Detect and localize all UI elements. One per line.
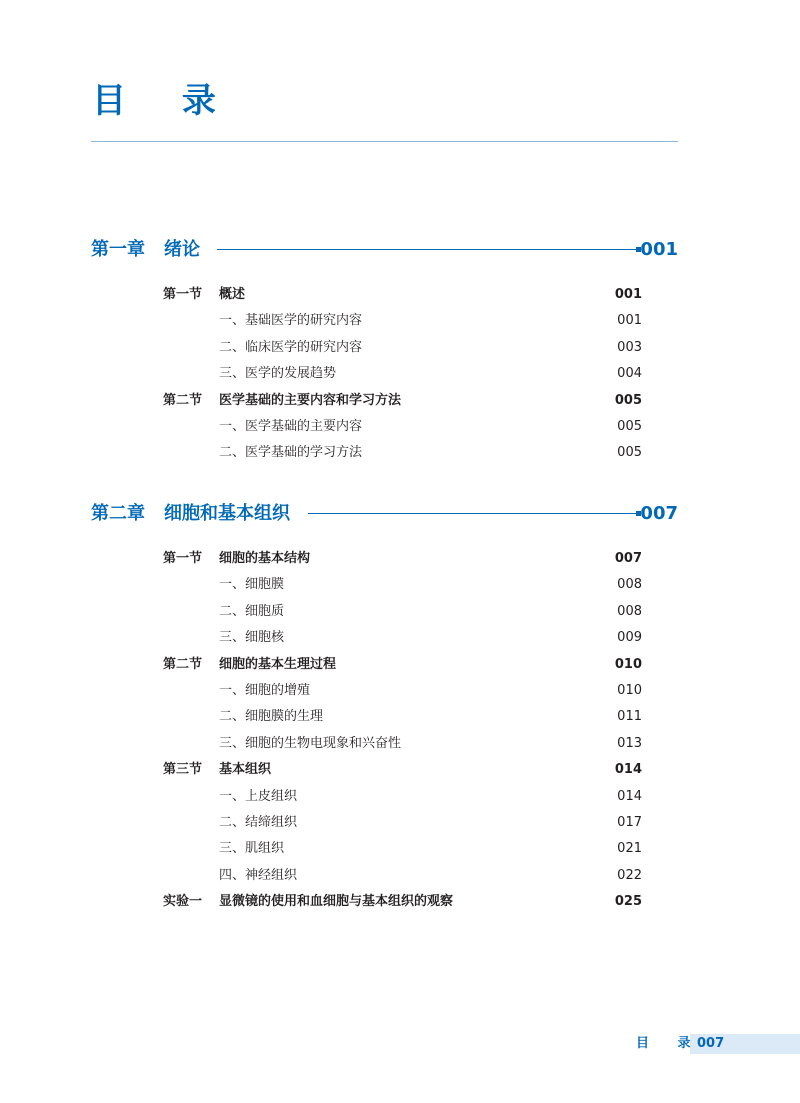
chapter-heading[interactable] [91,237,678,263]
entry-page-number: 014 [614,762,642,778]
section-number: 实验一 [163,894,203,910]
entry-page-number: 010 [617,683,642,698]
toc-item-row[interactable] [163,865,642,887]
item-title: 一、医学基础的主要内容 [219,419,363,434]
toc-item-row[interactable] [163,680,642,702]
section-title: 细胞的基本生理过程 [219,656,337,672]
toc-section-row[interactable] [163,654,642,676]
entry-page-number: 005 [617,445,642,461]
toc-section-row[interactable] [163,284,642,306]
entry-page-number: 005 [617,419,642,434]
entry-page-number: 022 [617,867,642,883]
section-title: 概述 [219,287,246,302]
item-title: 二、细胞质 [219,603,285,619]
entry-page-number: 001 [617,313,642,329]
entry-page-number: 001 [614,287,642,302]
chapter-number: 第一章 [91,239,145,260]
toc-item-row[interactable] [163,416,642,438]
entry-page-number: 014 [617,788,642,804]
section-title: 基本组织 [219,762,272,778]
entry-page-number: 011 [617,709,642,725]
toc-item-row[interactable] [163,601,642,623]
entry-page-number: 021 [617,841,642,857]
entry-page-number: 003 [617,339,642,355]
item-title: 四、神经组织 [219,867,298,883]
entry-page-number: 008 [617,577,642,593]
toc-item-row[interactable] [163,442,642,464]
toc-section-row[interactable] [163,759,642,781]
item-title: 二、临床医学的研究内容 [219,339,363,355]
section-number: 第一节 [163,551,203,566]
toc-item-row[interactable] [163,310,642,332]
chapter-heading[interactable] [91,501,678,527]
item-title: 一、细胞的增殖 [219,683,311,698]
toc-section-row[interactable] [163,891,642,913]
item-title: 二、结缔组织 [219,815,298,830]
entry-page-number: 004 [617,366,642,382]
title-divider [91,141,678,142]
section-title: 医学基础的主要内容和学习方法 [219,392,402,408]
item-title: 二、医学基础的学习方法 [219,445,363,461]
toc-item-row[interactable] [163,812,642,834]
entry-page-number: 013 [617,735,642,751]
section-number: 第三节 [163,762,203,778]
toc-item-row[interactable] [163,786,642,808]
item-title: 一、基础医学的研究内容 [219,313,363,329]
footer-page-number: 007 [697,1036,725,1051]
toc-section-row[interactable] [163,548,642,570]
item-title: 一、细胞膜 [219,577,285,593]
item-title: 三、细胞的生物电现象和兴奋性 [219,735,402,751]
entry-page-number: 025 [614,894,642,910]
entry-page-number: 008 [617,603,642,619]
entry-page-number: 010 [614,656,642,672]
item-title: 三、医学的发展趋势 [219,366,337,382]
section-number: 第二节 [163,656,203,672]
section-number: 第二节 [163,392,203,408]
footer-label: 目 录 [636,1036,703,1051]
toc-item-row[interactable] [163,574,642,596]
toc-item-row[interactable] [163,627,642,649]
toc-item-row[interactable] [163,838,642,860]
chapter-page-number: 001 [640,239,678,260]
item-title: 三、肌组织 [219,841,285,857]
toc-section-row[interactable] [163,390,642,412]
entry-page-number: 007 [614,551,642,566]
section-number: 第一节 [163,287,203,302]
toc-item-row[interactable] [163,733,642,755]
chapter-title: 绪论 [164,239,200,260]
chapter-leader-line [217,249,636,250]
entry-page-number: 009 [617,630,642,646]
chapter-title: 细胞和基本组织 [164,503,290,524]
chapter-leader-line [308,513,636,514]
toc-item-row[interactable] [163,706,642,728]
section-title: 显微镜的使用和血细胞与基本组织的观察 [219,894,454,910]
item-title: 一、上皮组织 [219,788,298,804]
toc-item-row[interactable] [163,363,642,385]
page-title: 目 录 [92,81,238,121]
entry-page-number: 005 [614,392,642,408]
entry-page-number: 017 [617,815,642,830]
toc-item-row[interactable] [163,337,642,359]
chapter-page-number: 007 [640,503,678,524]
section-title: 细胞的基本结构 [219,551,311,566]
item-title: 三、细胞核 [219,630,285,646]
chapter-number: 第二章 [91,503,145,524]
item-title: 二、细胞膜的生理 [219,709,324,725]
